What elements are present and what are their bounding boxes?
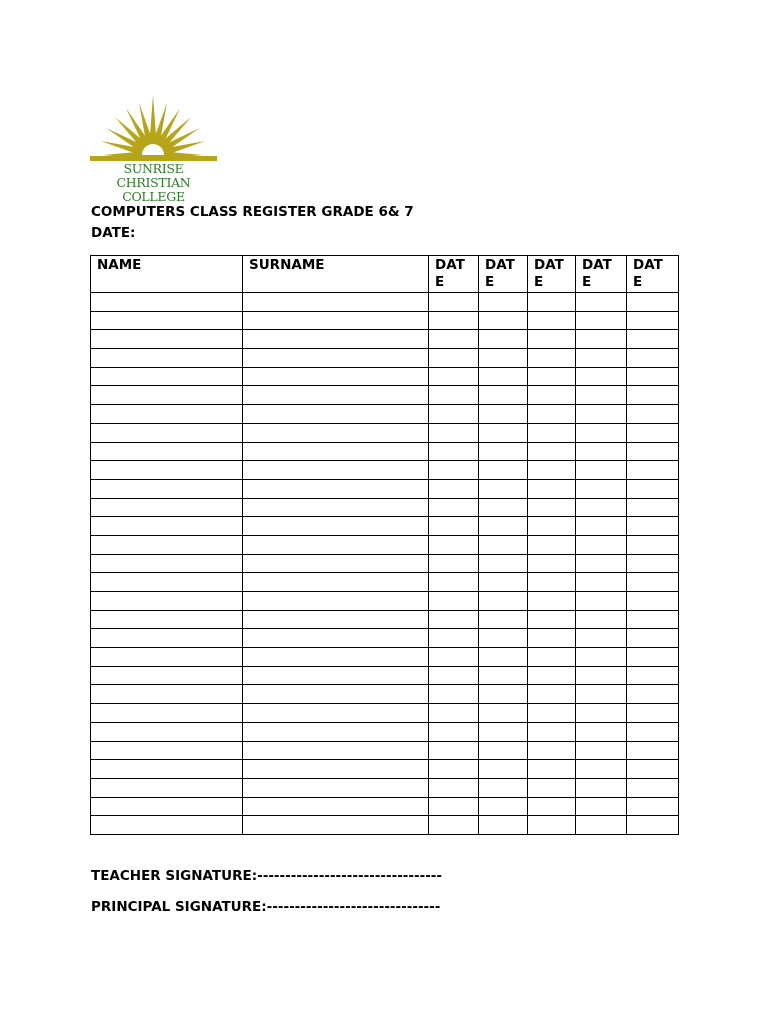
blank-cell — [627, 367, 679, 386]
blank-cell — [91, 479, 243, 498]
blank-cell — [243, 629, 429, 648]
blank-cell — [91, 293, 243, 312]
blank-cell — [243, 349, 429, 368]
blank-cell — [528, 535, 576, 554]
blank-cell — [243, 423, 429, 442]
blank-cell — [576, 498, 627, 517]
table-row — [91, 722, 679, 741]
blank-cell — [627, 349, 679, 368]
blank-cell — [528, 760, 576, 779]
blank-cell — [576, 741, 627, 760]
blank-cell — [91, 592, 243, 611]
blank-cell — [576, 405, 627, 424]
blank-cell — [243, 498, 429, 517]
blank-cell — [576, 722, 627, 741]
table-row — [91, 367, 679, 386]
school-name-line-1: SUNRISE CHRISTIAN — [116, 161, 191, 190]
blank-cell — [479, 592, 528, 611]
blank-cell — [528, 442, 576, 461]
blank-cell — [627, 666, 679, 685]
blank-cell — [429, 816, 479, 835]
blank-cell — [576, 517, 627, 536]
blank-cell — [429, 405, 479, 424]
blank-cell — [528, 423, 576, 442]
blank-cell — [429, 535, 479, 554]
blank-cell — [627, 648, 679, 667]
blank-cell — [429, 423, 479, 442]
column-header-date: DATE — [576, 256, 627, 293]
table-row — [91, 592, 679, 611]
blank-cell — [627, 498, 679, 517]
table-row — [91, 797, 679, 816]
blank-cell — [627, 573, 679, 592]
column-header-date: DATE — [528, 256, 576, 293]
blank-cell — [479, 293, 528, 312]
blank-cell — [243, 704, 429, 723]
blank-cell — [479, 311, 528, 330]
blank-cell — [479, 778, 528, 797]
blank-cell — [429, 704, 479, 723]
blank-cell — [576, 573, 627, 592]
column-header-date: DATE — [627, 256, 679, 293]
blank-cell — [243, 666, 429, 685]
blank-cell — [91, 386, 243, 405]
blank-cell — [627, 741, 679, 760]
blank-cell — [429, 610, 479, 629]
blank-cell — [528, 405, 576, 424]
blank-cell — [479, 479, 528, 498]
blank-cell — [528, 610, 576, 629]
blank-cell — [479, 797, 528, 816]
table-row — [91, 330, 679, 349]
blank-cell — [243, 592, 429, 611]
blank-cell — [528, 293, 576, 312]
blank-cell — [528, 741, 576, 760]
blank-cell — [576, 778, 627, 797]
blank-cell — [243, 386, 429, 405]
table-row — [91, 573, 679, 592]
table-row — [91, 685, 679, 704]
blank-cell — [91, 442, 243, 461]
blank-cell — [528, 685, 576, 704]
blank-cell — [429, 479, 479, 498]
blank-cell — [576, 349, 627, 368]
blank-cell — [479, 554, 528, 573]
blank-cell — [576, 760, 627, 779]
blank-cell — [479, 573, 528, 592]
blank-cell — [627, 311, 679, 330]
blank-cell — [429, 386, 479, 405]
blank-cell — [627, 461, 679, 480]
blank-cell — [91, 367, 243, 386]
table-row — [91, 405, 679, 424]
blank-cell — [91, 423, 243, 442]
blank-cell — [429, 367, 479, 386]
table-row — [91, 479, 679, 498]
blank-cell — [627, 517, 679, 536]
blank-cell — [243, 778, 429, 797]
blank-cell — [627, 554, 679, 573]
blank-cell — [429, 554, 479, 573]
blank-cell — [479, 722, 528, 741]
blank-cell — [91, 722, 243, 741]
blank-cell — [576, 666, 627, 685]
blank-cell — [243, 330, 429, 349]
blank-cell — [627, 610, 679, 629]
blank-cell — [243, 554, 429, 573]
blank-cell — [528, 498, 576, 517]
blank-cell — [429, 797, 479, 816]
table-row — [91, 423, 679, 442]
blank-cell — [576, 330, 627, 349]
blank-cell — [243, 760, 429, 779]
blank-cell — [479, 442, 528, 461]
blank-cell — [627, 685, 679, 704]
blank-cell — [627, 535, 679, 554]
blank-cell — [429, 311, 479, 330]
blank-cell — [91, 554, 243, 573]
table-header-row — [91, 256, 679, 293]
register-body — [91, 293, 679, 835]
blank-cell — [243, 797, 429, 816]
blank-cell — [576, 367, 627, 386]
blank-cell — [528, 573, 576, 592]
blank-cell — [479, 461, 528, 480]
table-row — [91, 704, 679, 723]
blank-cell — [576, 797, 627, 816]
blank-cell — [429, 685, 479, 704]
table-row — [91, 535, 679, 554]
blank-cell — [243, 517, 429, 536]
blank-cell — [429, 778, 479, 797]
blank-cell — [91, 573, 243, 592]
blank-cell — [479, 535, 528, 554]
blank-cell — [576, 311, 627, 330]
school-name — [90, 162, 217, 204]
blank-cell — [576, 816, 627, 835]
blank-cell — [243, 610, 429, 629]
blank-cell — [479, 498, 528, 517]
column-header-name: NAME — [91, 256, 243, 293]
blank-cell — [243, 741, 429, 760]
blank-cell — [576, 704, 627, 723]
table-row — [91, 816, 679, 835]
blank-cell — [429, 629, 479, 648]
blank-cell — [528, 330, 576, 349]
blank-cell — [528, 367, 576, 386]
blank-cell — [627, 592, 679, 611]
blank-cell — [429, 760, 479, 779]
blank-cell — [429, 293, 479, 312]
table-row — [91, 293, 679, 312]
blank-cell — [243, 293, 429, 312]
table-row — [91, 610, 679, 629]
blank-cell — [627, 293, 679, 312]
blank-cell — [243, 442, 429, 461]
blank-cell — [91, 648, 243, 667]
blank-cell — [243, 816, 429, 835]
college-logo — [90, 92, 217, 204]
blank-cell — [91, 629, 243, 648]
table-row — [91, 666, 679, 685]
blank-cell — [429, 573, 479, 592]
blank-cell — [429, 648, 479, 667]
table-row — [91, 442, 679, 461]
blank-cell — [479, 704, 528, 723]
register-title: COMPUTERS CLASS REGISTER GRADE 6& 7 — [91, 204, 414, 220]
table-row — [91, 349, 679, 368]
table-row — [91, 629, 679, 648]
blank-cell — [479, 367, 528, 386]
blank-cell — [243, 311, 429, 330]
school-name-line-2: COLLEGE — [122, 189, 185, 204]
blank-cell — [479, 629, 528, 648]
blank-cell — [576, 554, 627, 573]
blank-cell — [91, 349, 243, 368]
blank-cell — [91, 517, 243, 536]
blank-cell — [243, 479, 429, 498]
blank-cell — [528, 479, 576, 498]
blank-cell — [627, 722, 679, 741]
blank-cell — [91, 685, 243, 704]
blank-cell — [627, 797, 679, 816]
blank-cell — [479, 349, 528, 368]
blank-cell — [528, 722, 576, 741]
blank-cell — [91, 760, 243, 779]
blank-cell — [479, 386, 528, 405]
blank-cell — [528, 666, 576, 685]
blank-cell — [528, 592, 576, 611]
table-row — [91, 461, 679, 480]
blank-cell — [91, 704, 243, 723]
column-header-date: DATE — [479, 256, 528, 293]
blank-cell — [627, 760, 679, 779]
blank-cell — [627, 442, 679, 461]
blank-cell — [429, 442, 479, 461]
blank-cell — [479, 741, 528, 760]
blank-cell — [479, 666, 528, 685]
table-row — [91, 498, 679, 517]
blank-cell — [243, 535, 429, 554]
blank-cell — [243, 573, 429, 592]
blank-cell — [528, 461, 576, 480]
blank-cell — [243, 648, 429, 667]
table-row — [91, 778, 679, 797]
blank-cell — [627, 386, 679, 405]
table-row — [91, 517, 679, 536]
blank-cell — [479, 517, 528, 536]
blank-cell — [479, 685, 528, 704]
blank-cell — [528, 311, 576, 330]
blank-cell — [528, 554, 576, 573]
blank-cell — [91, 741, 243, 760]
blank-cell — [243, 685, 429, 704]
blank-cell — [429, 461, 479, 480]
blank-cell — [479, 405, 528, 424]
blank-cell — [429, 741, 479, 760]
blank-cell — [528, 517, 576, 536]
blank-cell — [91, 405, 243, 424]
blank-cell — [576, 610, 627, 629]
blank-cell — [429, 592, 479, 611]
blank-cell — [627, 405, 679, 424]
blank-cell — [479, 610, 528, 629]
blank-cell — [576, 535, 627, 554]
blank-cell — [91, 461, 243, 480]
principal-signature-line: PRINCIPAL SIGNATURE:------------------------------- — [91, 899, 441, 915]
blank-cell — [528, 629, 576, 648]
blank-cell — [243, 367, 429, 386]
table-row — [91, 386, 679, 405]
blank-cell — [243, 722, 429, 741]
sunburst-icon — [90, 92, 217, 164]
blank-cell — [627, 629, 679, 648]
blank-cell — [91, 330, 243, 349]
blank-cell — [576, 386, 627, 405]
blank-cell — [576, 648, 627, 667]
blank-cell — [528, 648, 576, 667]
blank-cell — [528, 704, 576, 723]
table-row — [91, 648, 679, 667]
blank-cell — [627, 330, 679, 349]
blank-cell — [479, 760, 528, 779]
blank-cell — [627, 423, 679, 442]
blank-cell — [243, 461, 429, 480]
blank-cell — [576, 629, 627, 648]
blank-cell — [627, 704, 679, 723]
blank-cell — [627, 816, 679, 835]
blank-cell — [91, 816, 243, 835]
blank-cell — [576, 293, 627, 312]
blank-cell — [91, 797, 243, 816]
blank-cell — [429, 498, 479, 517]
column-header-surname: SURNAME — [243, 256, 429, 293]
blank-cell — [91, 666, 243, 685]
blank-cell — [528, 797, 576, 816]
blank-cell — [479, 816, 528, 835]
blank-cell — [576, 592, 627, 611]
blank-cell — [576, 442, 627, 461]
teacher-signature-line: TEACHER SIGNATURE:--------------------------------- — [91, 868, 443, 884]
date-label: DATE: — [91, 225, 136, 241]
blank-cell — [528, 778, 576, 797]
blank-cell — [627, 479, 679, 498]
blank-cell — [429, 517, 479, 536]
table-row — [91, 741, 679, 760]
blank-cell — [479, 648, 528, 667]
blank-cell — [429, 330, 479, 349]
blank-cell — [429, 349, 479, 368]
table-row — [91, 760, 679, 779]
blank-cell — [479, 330, 528, 349]
table-row — [91, 311, 679, 330]
blank-cell — [528, 349, 576, 368]
blank-cell — [243, 405, 429, 424]
table-row — [91, 554, 679, 573]
blank-cell — [91, 311, 243, 330]
blank-cell — [576, 479, 627, 498]
blank-cell — [528, 386, 576, 405]
column-header-date: DATE — [429, 256, 479, 293]
blank-cell — [576, 423, 627, 442]
blank-cell — [91, 535, 243, 554]
attendance-register-table — [90, 255, 679, 835]
blank-cell — [91, 778, 243, 797]
blank-cell — [627, 778, 679, 797]
blank-cell — [91, 498, 243, 517]
blank-cell — [429, 666, 479, 685]
blank-cell — [576, 685, 627, 704]
blank-cell — [576, 461, 627, 480]
blank-cell — [479, 423, 528, 442]
blank-cell — [429, 722, 479, 741]
blank-cell — [528, 816, 576, 835]
blank-cell — [91, 610, 243, 629]
